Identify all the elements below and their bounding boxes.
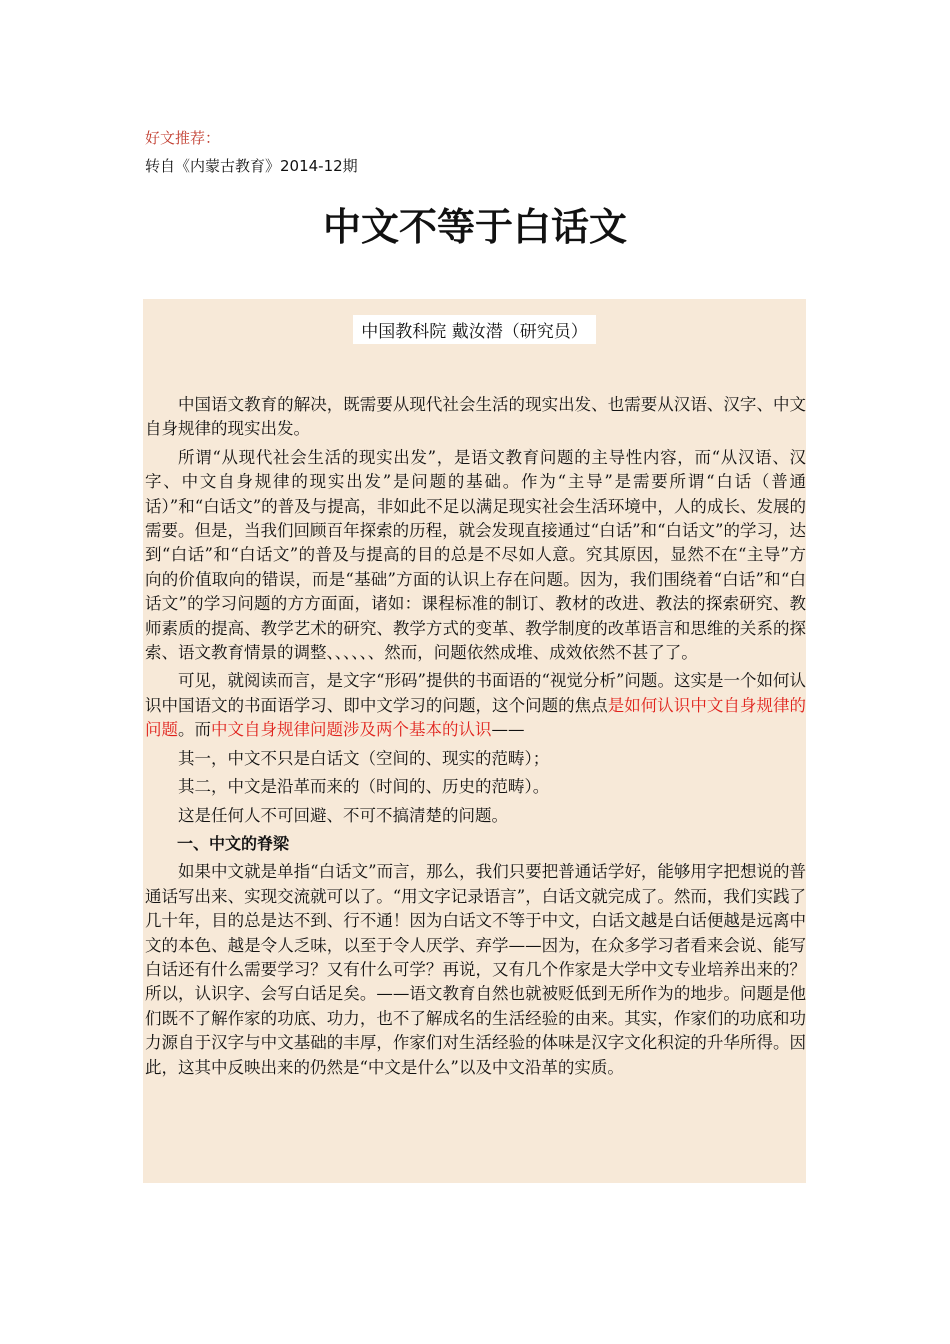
paragraph-3-text-c: —— <box>491 720 525 740</box>
paragraph-7: 如果中文就是单指“白话文”而言，那么，我们只要把普通话学好，能够用字把想说的普通话写出来、实现交流就可以了。“用文字记录语言”，白话文就完成了。然而，我们实践了几十年，目的总是达不到、行不通！因为白话文不等于中文，白话文越是白话便越是远离中文的本色、越是令人乏味，以至于令人厌学、弃学——因为，在众多学习者看来会说、能写白话还有什么需要学习？又有什么可学？再说，又有几个作家是大学中文专业培养出来的？所以，认识字、会写白话足矣。——语文教育自然也就被贬低到无所作为的地步。问题是他们既不了解作家的功底、功力，也不了解成名的生活经验的由来。其实，作家们的功底和功力源自于汉字与中文基础的丰厚，作家们对生活经验的体味是汉字文化积淀的升华所得。因此，这其中反映出来的仍然是“中文是什么”以及中文沿革的实质。 <box>145 862 806 1077</box>
paragraph-3 <box>145 669 806 742</box>
source-line: 转自《内蒙古教育》2014-12期 <box>145 157 358 175</box>
section-heading-1: 一、中文的脊梁 <box>177 833 290 853</box>
paragraph-2: 所谓“从现代社会生活的现实出发”，是语文教育问题的主导性内容，而“从汉语、汉字、中文自身规律的现实出发”是问题的基础。作为“主导”是需要所谓“白话（普通话）”和“白话文”的普及与提高，非如此不足以满足现实社会生活环境中，人的成长、发展的需要。但是，当我们回顾百年探索的历程，就会发现直接通过“白话”和“白话文”的学习，达到“白话”和“白话文”的普及与提高的目的总是不尽如人意。究其原因，显然不在“主导”方向的价值取向的错误，而是“基础”方面的认识上存在问题。因为，我们围绕着“白话”和“白话文”的学习问题的方方面面，诸如：课程标准的制订、教材的改进、教法的探索研究、教师素质的提高、教学艺术的研究、教学方式的变革、教学制度的改革语言和思维的关系的探索、语文教育情景的调整、、、、、、然而，问题依然成堆、成效依然不甚了了。 <box>145 447 806 663</box>
author-wrap <box>143 315 806 344</box>
article-title: 中文不等于白话文 <box>322 205 627 249</box>
highlight-2: 中文自身规律问题涉及两个基本的认识 <box>211 720 492 740</box>
author-line: 中国教科院 戴汝潜（研究员） <box>353 315 595 344</box>
header-note <box>145 124 358 180</box>
highlight-1: 是如何认识中文自身规律的问题 <box>145 695 807 740</box>
paragraph-5: 其二，中文是沿革而来的（时间的、历史的范畴）。 <box>178 777 550 797</box>
paragraph-3-text-a: 可见，就阅读而言，是文字“形码”提供的书面语的“视觉分析”问题。这实是一个如何认识中国语文的书面语学习、即中文学习的问题，这个问题的焦点 <box>145 671 806 715</box>
paragraph-1: 中国语文教育的解决，既需要从现代社会生活的现实出发、也需要从汉语、汉字、中文自身规律的现实出发。 <box>145 395 806 439</box>
paragraph-4: 其一，中文不只是白话文（空间的、现实的范畴）； <box>178 748 550 768</box>
article-body <box>145 393 806 1084</box>
article-box <box>143 299 806 1183</box>
paragraph-6: 这是任何人不可回避、不可不搞清楚的问题。 <box>178 805 508 825</box>
paragraph-3-text-b: 。而 <box>178 720 211 740</box>
recommend-label: 好文推荐： <box>145 129 221 147</box>
